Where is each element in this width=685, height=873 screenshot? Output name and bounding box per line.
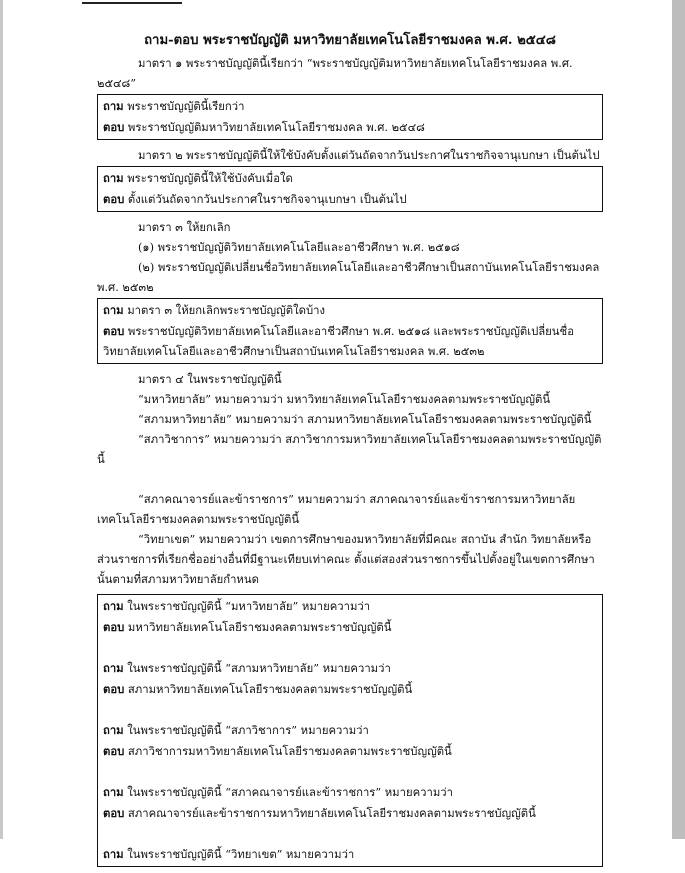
answer-label: ตอบ: [103, 120, 125, 134]
section-1-line1: มาตรา ๑ พระราชบัญญัตินี้เรียกว่า “พระราชบัญญัติมหาวิทยาลัยเทคโนโลยีราชมงคล พ.ศ.: [138, 57, 573, 70]
answer-text: สภามหาวิทยาลัยเทคโนโลยีราชมงคลตามพระราชบัญญัตินี้: [127, 683, 413, 696]
definition-university-council: “สภามหาวิทยาลัย” หมายความว่า สภามหาวิทยาลัยเทคโนโลยีราชมงคลตามพระราชบัญญัตินี้: [138, 413, 592, 426]
definition-academic-council-line2: นี้: [97, 453, 105, 466]
question-label: ถาม: [103, 723, 124, 737]
scrollbar-track[interactable]: [672, 0, 685, 839]
qa-4-answer-2: [103, 679, 597, 700]
question-label: ถาม: [103, 303, 124, 317]
question-label: ถาม: [103, 847, 124, 861]
answer-text: พระราชบัญญัติมหาวิทยาลัยเทคโนโลยีราชมงคล พ.ศ. ๒๕๔๘: [127, 121, 425, 134]
question-label: ถาม: [103, 99, 124, 113]
spacer: [103, 762, 597, 782]
page-edge-left: [0, 0, 3, 839]
document-body: [97, 30, 603, 873]
qa-box-2: [97, 166, 603, 212]
definition-campus-line2: ส่วนราชการที่เรียกชื่ออย่างอื่นที่มีฐานะเทียบเท่าคณะ ตั้งแต่สองส่วนราชการขึ้นไปตั้งอยู่ในเขตการศึกษา: [97, 553, 595, 566]
answer-text: สภาคณาจารย์และข้าราชการมหาวิทยาลัยเทคโนโลยีราชมงคลตามพระราชบัญญัตินี้: [127, 807, 536, 820]
answer-text: พระราชบัญญัติวิทยาลัยเทคโนโลยีและอาชีวศึกษา พ.ศ. ๒๕๑๘ และพระราชบัญญัติเปลี่ยนชื่อ: [127, 325, 574, 338]
question-text: มาตรา ๓ ให้ยกเลิกพระราชบัญญัติใดบ้าง: [127, 304, 326, 317]
answer-text: มหาวิทยาลัยเทคโนโลยีราชมงคลตามพระราชบัญญัตินี้: [127, 621, 392, 634]
definition-university: “มหาวิทยาลัย” หมายความว่า มหาวิทยาลัยเทคโนโลยีราชมงคลตามพระราชบัญญัตินี้: [138, 393, 551, 406]
answer-label: ตอบ: [103, 682, 125, 696]
question-text: ในพระราชบัญญัตินี้ “มหาวิทยาลัย” หมายความว่า: [127, 600, 371, 613]
qa-box-3: [97, 298, 603, 364]
answer-label: ตอบ: [103, 806, 125, 820]
qa-4-answer-1: [103, 617, 597, 638]
section-3-item-2-line1: (๒) พระราชบัญญัติเปลี่ยนชื่อวิทยาลัยเทคโนโลยีและอาชีวศึกษาเป็นสถาบันเทคโนโลยีราชมงคล: [138, 261, 600, 274]
question-label: ถาม: [103, 661, 124, 675]
section-3-item-1: (๑) พระราชบัญญัติวิทยาลัยเทคโนโลยีและอาชีวศึกษา พ.ศ. ๒๕๑๘: [138, 241, 460, 254]
definition-campus-line3: นั้นตามที่สภามหาวิทยาลัยกำหนด: [97, 573, 259, 586]
question-text: ในพระราชบัญญัตินี้ “สภาวิชาการ” หมายความว่า: [127, 724, 369, 737]
spacer: [103, 638, 597, 658]
definition-faculty-council-line2: เทคโนโลยีราชมงคลตามพระราชบัญญัตินี้: [97, 513, 300, 526]
answer-label: ตอบ: [103, 744, 125, 758]
question-text: ในพระราชบัญญัตินี้ “วิทยาเขต” หมายความว่า: [127, 848, 355, 861]
section-3-item-2-line2: พ.ศ. ๒๕๓๒: [97, 281, 154, 294]
qa-4-question-5: [103, 844, 597, 865]
definition-campus-line1: “วิทยาเขต” หมายความว่า เขตการศึกษาของมหาวิทยาลัยที่มีคณะ สถาบัน สำนัก วิทยาลัยหรือ: [138, 533, 592, 546]
qa-2-answer: [103, 189, 597, 210]
document-title: ถาม-ตอบ พระราชบัญญัติ มหาวิทยาลัยเทคโนโลยีราชมงคล พ.ศ. ๒๕๔๘: [144, 33, 556, 48]
qa-3-question: [103, 300, 597, 321]
qa-box-4: [97, 594, 603, 867]
qa-2-question: [103, 168, 597, 189]
answer-text: ตั้งแต่วันถัดจากวันประกาศในราชกิจจานุเบกษา เป็นต้นไป: [127, 193, 407, 206]
definition-academic-council-line1: “สภาวิชาการ” หมายความว่า สภาวิชาการมหาวิทยาลัยเทคโนโลยีราชมงคลตามพระราชบัญญัติ: [138, 433, 602, 446]
qa-1-question: [103, 96, 597, 117]
section-2: มาตรา ๒ พระราชบัญญัตินี้ให้ใช้บังคับตั้งแต่วันถัดจากวันประกาศในราชกิจจานุเบกษา เป็นต้นไป: [138, 149, 600, 162]
qa-3-answer-line1: [103, 321, 597, 342]
answer-label: ตอบ: [103, 620, 125, 634]
qa-4-answer-4: [103, 803, 597, 824]
question-label: ถาม: [103, 599, 124, 613]
question-text: พระราชบัญญัตินี้เรียกว่า: [127, 100, 245, 113]
question-label: ถาม: [103, 785, 124, 799]
qa-1-answer: [103, 117, 597, 138]
qa-4-question-1: [103, 596, 597, 617]
qa-4-question-3: [103, 720, 597, 741]
answer-label: ตอบ: [103, 192, 125, 206]
qa-4-question-4: [103, 782, 597, 803]
spacer: [103, 824, 597, 844]
question-text: พระราชบัญญัตินี้ให้ใช้บังคับเมื่อใด: [127, 172, 293, 185]
spacer: [103, 700, 597, 720]
section-3-head: มาตรา ๓ ให้ยกเลิก: [138, 221, 231, 234]
definition-faculty-council-line1: “สภาคณาจารย์และข้าราชการ” หมายความว่า สภาคณาจารย์และข้าราชการมหาวิทยาลัย: [138, 493, 576, 506]
qa-4-answer-3: [103, 741, 597, 762]
question-label: ถาม: [103, 171, 124, 185]
answer-text: สภาวิชาการมหาวิทยาลัยเทคโนโลยีราชมงคลตามพระราชบัญญัตินี้: [127, 745, 452, 758]
section-4-head: มาตรา ๔ ในพระราชบัญญัตินี้: [138, 373, 282, 386]
answer-label: ตอบ: [103, 324, 125, 338]
question-text: ในพระราชบัญญัตินี้ “สภาคณาจารย์และข้าราชการ” หมายความว่า: [127, 786, 453, 799]
qa-box-1: [97, 94, 603, 140]
qa-3-answer-line2: วิทยาลัยเทคโนโลยีและอาชีวศึกษาเป็นสถาบันเทคโนโลยีราชมงคล พ.ศ. ๒๕๓๒: [103, 345, 485, 358]
question-text: ในพระราชบัญญัตินี้ “สภามหาวิทยาลัย” หมายความว่า: [127, 662, 391, 675]
qa-4-question-2: [103, 658, 597, 679]
spacer: [97, 470, 603, 490]
section-1-line2: ๒๕๔๘”: [97, 77, 137, 90]
header-rule: [82, 2, 182, 4]
